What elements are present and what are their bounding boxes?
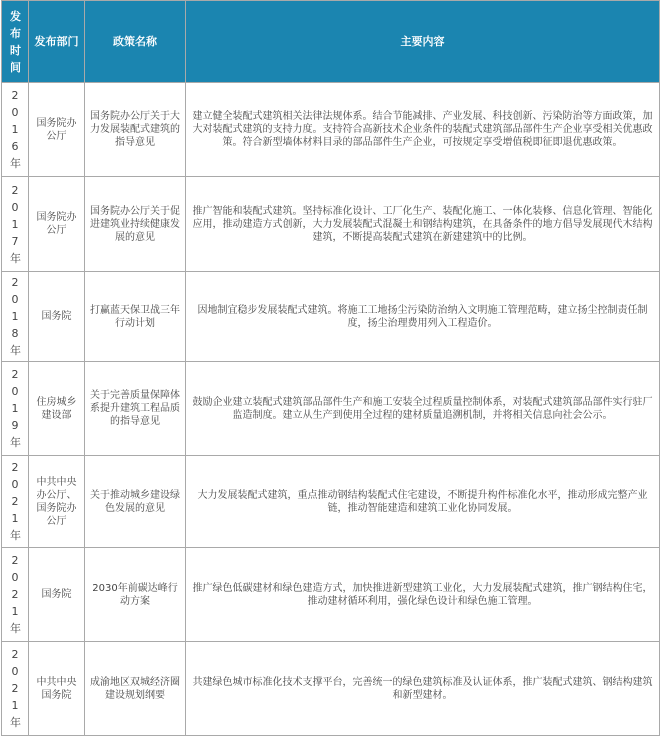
cell-time: 2021年: [2, 548, 29, 642]
cell-content: 共建绿色城市标准化技术支撑平台，完善统一的绿色建筑标准及认证体系，推广装配式建筑、钢结构建筑和新型建材。: [186, 642, 660, 736]
table-header-row: [2, 1, 660, 83]
cell-dept: 国务院: [29, 548, 85, 642]
cell-dept: 住房城乡建设部: [29, 362, 85, 456]
cell-dept: 中共中央办公厅、国务院办公厅: [29, 456, 85, 548]
header-name: 政策名称: [85, 1, 186, 83]
cell-dept: 国务院办公厅: [29, 83, 85, 177]
table-row: [2, 362, 660, 456]
cell-time: 2019年: [2, 362, 29, 456]
header-dept: 发布部门: [29, 1, 85, 83]
cell-content: 推广绿色低碳建材和绿色建造方式，加快推进新型建筑工业化，大力发展装配式建筑，推广钢结构住宅，推动建材循环利用，强化绿色设计和绿色施工管理。: [186, 548, 660, 642]
cell-content: 建立健全装配式建筑相关法律法规体系。结合节能减排、产业发展、科技创新、污染防治等方面政策，加大对装配式建筑的支持力度。支持符合高新技术企业条件的装配式建筑部品部件生产企业享受相关优惠政策。符合新型墙体材料目录的部品部件生产企业，可按规定享受增值税即征即退优惠政策。: [186, 83, 660, 177]
table-row: [2, 272, 660, 362]
table-row: [2, 642, 660, 736]
cell-policy-name: 国务院办公厅关于促进建筑业持续健康发展的意见: [85, 177, 186, 272]
cell-time: 2021年: [2, 456, 29, 548]
cell-content: 大力发展装配式建筑，重点推动钢结构装配式住宅建设，不断提升构件标准化水平，推动形成完整产业链，推动智能建造和建筑工业化协同发展。: [186, 456, 660, 548]
cell-policy-name: 2030年前碳达峰行动方案: [85, 548, 186, 642]
table-row: [2, 177, 660, 272]
cell-dept: 中共中央 国务院: [29, 642, 85, 736]
cell-policy-name: 关于推动城乡建设绿色发展的意见: [85, 456, 186, 548]
table-row: [2, 456, 660, 548]
cell-policy-name: 国务院办公厅关于大力发展装配式建筑的指导意见: [85, 83, 186, 177]
table-row: [2, 548, 660, 642]
cell-time: 2021年: [2, 642, 29, 736]
cell-content: 推广智能和装配式建筑。坚持标准化设计、工厂化生产、装配化施工、一体化装修、信息化管理、智能化应用，推动建造方式创新，大力发展装配式混凝土和钢结构建筑，在具备条件的地方倡导发展现代木结构建筑，不断提高装配式建筑在新建建筑中的比例。: [186, 177, 660, 272]
cell-time: 2017年: [2, 177, 29, 272]
cell-content: 因地制宜稳步发展装配式建筑。将施工工地扬尘污染防治纳入文明施工管理范畴，建立扬尘控制责任制度，扬尘治理费用列入工程造价。: [186, 272, 660, 362]
cell-content: 鼓励企业建立装配式建筑部品部件生产和施工安装全过程质量控制体系，对装配式建筑部品部件实行驻厂监造制度。建立从生产到使用全过程的建材质量追溯机制，并将相关信息向社会公示。: [186, 362, 660, 456]
policy-table: [1, 0, 660, 736]
cell-time: 2018年: [2, 272, 29, 362]
cell-policy-name: 成渝地区双城经济圈建设规划纲要: [85, 642, 186, 736]
table-row: [2, 83, 660, 177]
header-time: 发布时间: [2, 1, 29, 83]
cell-dept: 国务院办公厅: [29, 177, 85, 272]
cell-policy-name: 关于完善质量保障体系提升建筑工程品质的指导意见: [85, 362, 186, 456]
cell-dept: 国务院: [29, 272, 85, 362]
cell-policy-name: 打赢蓝天保卫战三年行动计划: [85, 272, 186, 362]
header-content: 主要内容: [186, 1, 660, 83]
cell-time: 2016年: [2, 83, 29, 177]
